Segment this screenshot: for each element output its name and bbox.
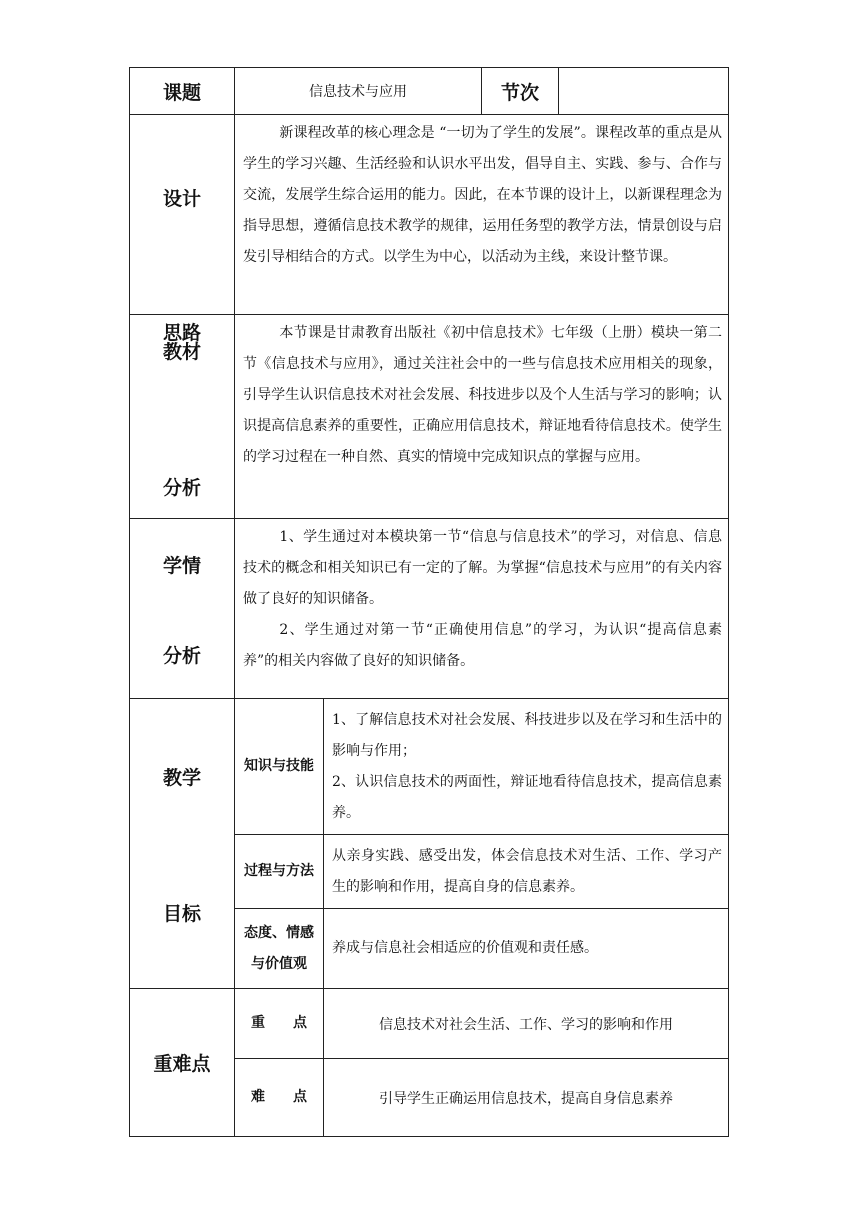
design-text-cell xyxy=(235,115,729,315)
design-label-top: 设计 xyxy=(162,188,201,210)
material-label-top: 教材 xyxy=(162,341,201,363)
learner-para-1: 1、学生通过对本模块第一节“信息与信息技术”的学习，对信息、信息技术的概念和相关知识已有一定的了解。为掌握“信息技术与应用”的有关内容做了良好的知识储备。 xyxy=(243,529,722,607)
material-label-cell xyxy=(130,315,235,519)
section-value xyxy=(559,68,729,115)
design-text: 新课程改革的核心理念是 “一切为了学生的发展”。课程改革的重点是从学生的学习兴趣、生活经验和认识水平出发，倡导自主、实践、参与、合作与交流，发展学生综合运用的能力。因此，在本节课的设计上，以新课程理念为指导思想，遵循信息技术教学的规律，运用任务型的教学方法，情景创设与启发引导相结合的方式。以学生为中心，以活动为主线，来设计整节课。 xyxy=(243,125,722,265)
material-text-cell xyxy=(235,315,729,519)
goals-label-bottom: 目标 xyxy=(162,903,201,925)
learner-row xyxy=(130,519,729,699)
knowledge-item-1: 1、了解信息技术对社会发展、科技进步以及在学习和生活中的影响与作用； xyxy=(332,711,722,759)
topic-value: 信息技术与应用 xyxy=(235,68,482,115)
focus-label: 重 点 xyxy=(235,989,324,1059)
process-label: 过程与方法 xyxy=(235,835,324,909)
process-text: 从亲身实践、感受出发，体会信息技术对生活、工作、学习产生的影响和作用，提高自身的信息素养。 xyxy=(332,847,722,895)
material-text: 本节课是甘肃教育出版社《初中信息技术》七年级（上册）模块一第二节《信息技术与应用》，通过关注社会中的一些与信息技术应用相关的现象，引导学生认识信息技术对社会发展、科技进步以及个人生活与学习的影响；认识提高信息素养的重要性，正确应用信息技术，辩证地看待信息技术。使学生的学习过程在一种自然、真实的情境中完成知识点的掌握与应用。 xyxy=(243,325,722,465)
goals-label-cell xyxy=(130,699,235,989)
learner-label-top: 学情 xyxy=(162,555,201,577)
topic-row xyxy=(130,68,729,115)
learner-text-cell xyxy=(235,519,729,699)
design-row xyxy=(130,115,729,315)
lesson-plan-table xyxy=(129,67,729,1137)
topic-label: 课题 xyxy=(130,68,235,115)
difficulty-text: 引导学生正确运用信息技术，提高自身信息素养 xyxy=(324,1059,729,1137)
attitude-label-cell xyxy=(235,909,324,989)
learner-para-2: 2、学生通过对第一节“正确使用信息”的学习，为认识“提高信息素养”的相关内容做了良好的知识储备。 xyxy=(243,622,722,669)
goals-knowledge-row xyxy=(130,699,729,835)
section-label: 节次 xyxy=(482,68,559,115)
knowledge-label: 知识与技能 xyxy=(235,699,324,835)
attitude-label-line-2: 与价值观 xyxy=(251,955,307,972)
attitude-label-line-1: 态度、情感 xyxy=(244,924,314,941)
attitude-text-cell xyxy=(324,909,729,989)
knowledge-item-2: 2、认识信息技术的两面性，辩证地看待信息技术，提高信息素养。 xyxy=(332,773,722,821)
process-text-cell xyxy=(324,835,729,909)
material-row xyxy=(130,315,729,519)
attitude-text: 养成与信息社会相适应的价值观和责任感。 xyxy=(332,940,598,956)
knowledge-text-cell xyxy=(324,699,729,835)
focus-row xyxy=(130,989,729,1059)
design-label-bottom: 思路 xyxy=(162,322,201,344)
learner-label-bottom: 分析 xyxy=(162,645,201,667)
material-label-bottom: 分析 xyxy=(162,477,201,499)
learner-label-cell xyxy=(130,519,235,699)
goals-label-top: 教学 xyxy=(162,767,201,789)
difficulty-label: 难 点 xyxy=(235,1059,324,1137)
design-label-cell xyxy=(130,115,235,344)
key-label: 重难点 xyxy=(130,989,235,1137)
focus-text: 信息技术对社会生活、工作、学习的影响和作用 xyxy=(324,989,729,1059)
